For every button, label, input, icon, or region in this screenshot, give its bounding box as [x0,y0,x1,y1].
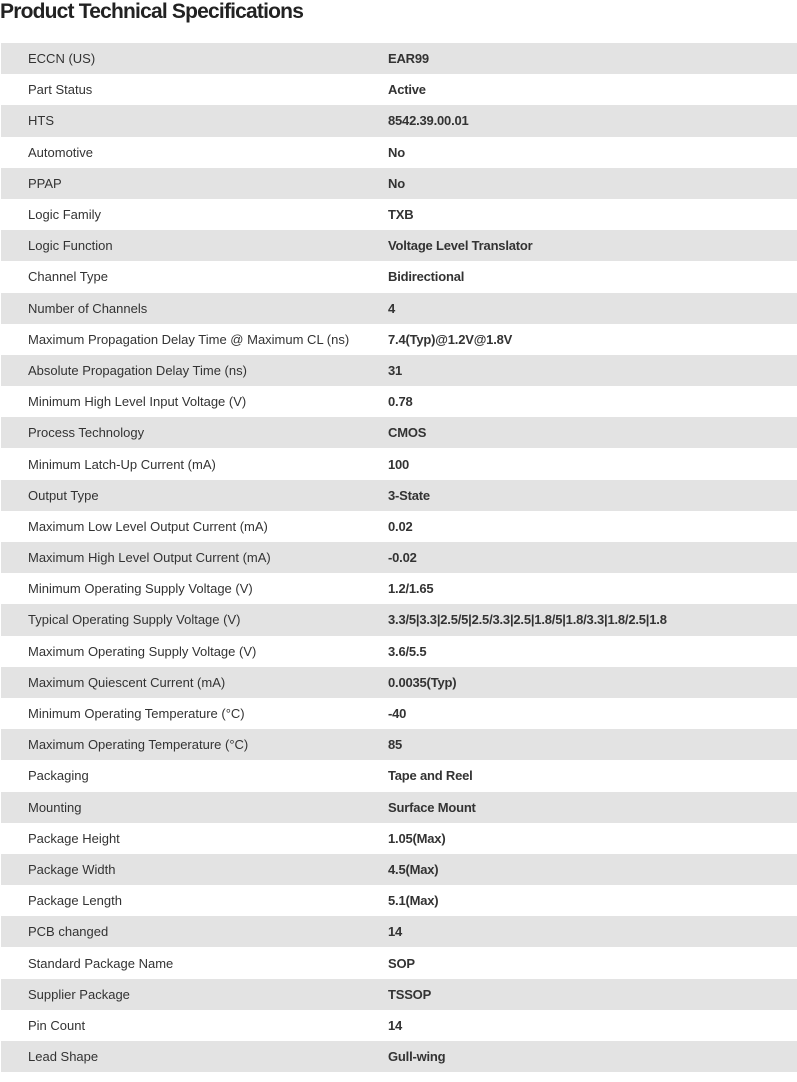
spec-row [1,1010,797,1041]
spec-label: ECCN (US) [28,51,96,67]
spec-label: Package Length [28,893,122,909]
spec-row [1,355,797,386]
spec-row [1,636,797,667]
spec-value: Tape and Reel [388,768,473,784]
spec-value: No [388,144,405,160]
spec-value: -0.02 [388,550,417,566]
page-title: Product Technical Specifications [0,0,304,23]
spec-label: Maximum Operating Supply Voltage (V) [28,643,257,659]
spec-value: TSSOP [388,986,432,1002]
spec-row [1,573,797,604]
spec-label: Standard Package Name [28,955,174,971]
spec-label: Absolute Propagation Delay Time (ns) [28,362,247,378]
spec-value: 3.6/5.5 [388,643,427,659]
spec-label: Channel Type [28,269,108,285]
spec-value: 7.4(Typ)@1.2V@1.8V [388,331,513,347]
spec-label: Part Status [28,82,93,98]
spec-label: Supplier Package [28,986,130,1002]
spec-value: 3.3/5|3.3|2.5/5|2.5/3.3|2.5|1.8/5|1.8/3.3|1.8/2.5|1.8 [388,612,667,628]
spec-row [1,979,797,1010]
spec-value: 1.2/1.65 [388,581,434,597]
spec-label: Number of Channels [28,300,148,316]
spec-value: 4.5(Max) [388,861,439,877]
spec-label: Output Type [28,487,99,503]
spec-value: TXB [388,207,414,223]
spec-value: No [388,175,405,191]
spec-value: 8542.39.00.01 [388,113,469,129]
spec-value: 0.78 [388,394,413,410]
spec-row [1,199,797,230]
spec-row [1,760,797,791]
spec-row [1,261,797,292]
spec-row [1,854,797,885]
spec-row [1,137,797,168]
spec-label: Minimum Operating Supply Voltage (V) [28,581,253,597]
spec-value: EAR99 [388,51,429,67]
spec-label: Packaging [28,768,89,784]
spec-row [1,542,797,573]
spec-row [1,448,797,479]
spec-label: Process Technology [28,425,145,441]
spec-value: 3-State [388,487,430,503]
spec-label: Maximum Low Level Output Current (mA) [28,518,268,534]
spec-value: Bidirectional [388,269,465,285]
spec-label: Mounting [28,799,82,815]
spec-label: Maximum Operating Temperature (°C) [28,737,249,753]
spec-table [1,43,797,1072]
spec-row [1,604,797,635]
spec-value: 85 [388,737,403,753]
spec-value: 4 [388,300,396,316]
spec-label: Pin Count [28,1017,86,1033]
spec-label: Package Width [28,861,116,877]
spec-row [1,168,797,199]
spec-row [1,293,797,324]
spec-row [1,916,797,947]
spec-row [1,885,797,916]
spec-label: PPAP [28,175,62,191]
spec-row [1,698,797,729]
spec-row [1,792,797,823]
spec-value: 5.1(Max) [388,893,439,909]
spec-row [1,947,797,978]
spec-label: Maximum Quiescent Current (mA) [28,674,226,690]
spec-label: Lead Shape [28,1049,99,1065]
spec-value: Surface Mount [388,799,476,815]
spec-row [1,417,797,448]
spec-label: Maximum High Level Output Current (mA) [28,550,271,566]
spec-row [1,74,797,105]
spec-label: PCB changed [28,924,109,940]
spec-row [1,105,797,136]
spec-value: 1.05(Max) [388,830,446,846]
spec-label: Typical Operating Supply Voltage (V) [28,612,241,628]
spec-value: Gull-wing [388,1049,446,1065]
spec-value: 0.02 [388,518,413,534]
spec-row [1,1041,797,1072]
spec-row [1,230,797,261]
spec-label: Package Height [28,830,120,846]
spec-value: 0.0035(Typ) [388,674,457,690]
spec-row [1,43,797,74]
spec-label: Logic Function [28,238,113,254]
spec-value: 14 [388,1017,403,1033]
spec-row [1,729,797,760]
spec-value: 31 [388,362,403,378]
spec-label: Minimum High Level Input Voltage (V) [28,394,247,410]
spec-label: HTS [28,113,54,129]
spec-row [1,324,797,355]
spec-value: Active [388,82,426,98]
spec-row [1,511,797,542]
spec-row [1,480,797,511]
spec-value: 100 [388,456,410,472]
spec-value: 14 [388,924,403,940]
spec-row [1,667,797,698]
spec-label: Minimum Latch-Up Current (mA) [28,456,216,472]
spec-label: Minimum Operating Temperature (°C) [28,706,245,722]
spec-value: SOP [388,955,415,971]
spec-row [1,823,797,854]
spec-value: CMOS [388,425,427,441]
spec-label: Automotive [28,144,94,160]
spec-row [1,386,797,417]
spec-label: Maximum Propagation Delay Time @ Maximum CL (ns) [28,331,350,347]
spec-label: Logic Family [28,207,101,223]
spec-value: Voltage Level Translator [388,238,533,254]
spec-value: -40 [388,706,407,722]
